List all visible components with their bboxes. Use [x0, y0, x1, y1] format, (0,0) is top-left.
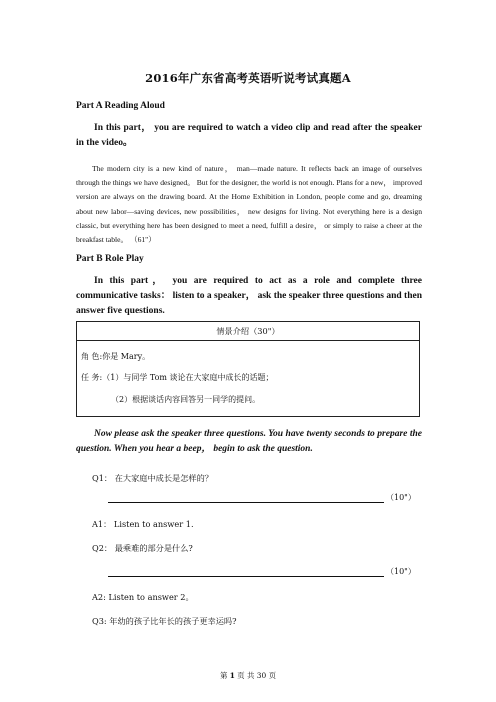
scenario-task-1: 任 务:（1）与同学 Tom 谈论在大家庭中成长的话题；	[81, 373, 274, 382]
footer-total-pages: 30	[256, 671, 267, 680]
answer-1: A1： Listen to answer 1.	[92, 519, 194, 529]
question-1-time: （10"）	[386, 493, 416, 502]
scenario-box-divider	[77, 340, 419, 341]
footer-prefix: 第	[220, 671, 228, 680]
question-3: Q3: 年幼的孩子比年长的孩子更幸运吗?	[92, 616, 237, 626]
answer-line-1	[108, 502, 384, 503]
part-b-heading: Part B Role Play	[76, 254, 144, 264]
part-a-heading: Part A Reading Aloud	[76, 101, 165, 111]
footer-suffix: 页	[268, 671, 276, 680]
scenario-box	[76, 321, 420, 417]
part-b-instruction: In this part， you are required to act as a role and complete three communicative tasks： listen to a speaker， ask the speaker three questions and then answer five questions.	[76, 276, 422, 316]
footer-middle: 页 共	[237, 671, 255, 680]
scenario-box-title: 情景介绍（30"）	[216, 326, 280, 336]
answer-2: A2: Listen to answer 2。	[92, 592, 194, 602]
reading-passage: The modern city is a new kind of nature， man—made nature. It reflects back an image of ourselves through the things we have designed。 But for the designer, the world is not enough. Plans for a new， improved version are always on the drawing board. At the Home Exhibition in London, people come and go, dreaming about new labor—saving devices, new possibilities， new designs for living. Not everything here is a design classic, but everything here has been designed to meet a need, fulfill a desire， or simply to raise a cheer at the breakfast table。 （61"）	[76, 164, 422, 245]
part-a-instruction: In this part， you are required to watch a video clip and read after the speaker in the video。	[76, 123, 422, 148]
question-1: Q1： 在大家庭中成长是怎样的？	[92, 473, 213, 483]
question-2-time: （10"）	[386, 567, 416, 576]
answer-line-2	[108, 576, 384, 577]
ask-questions-prompt: Now please ask the speaker three questions. You have twenty seconds to prepare the question. When you hear a beep， begin to ask the question.	[76, 429, 422, 454]
page-footer	[0, 670, 496, 681]
question-2: Q2： 最乘难的部分是什么?	[92, 543, 193, 553]
scenario-role: 角 色:你是 Mary。	[81, 352, 151, 361]
scenario-task-2: （2）根据谈话内容回答另一同学的提问。	[111, 395, 261, 404]
page-title: 2016年广东省高考英语听说考试真题A	[145, 71, 351, 85]
footer-page-number: 1	[229, 671, 235, 680]
